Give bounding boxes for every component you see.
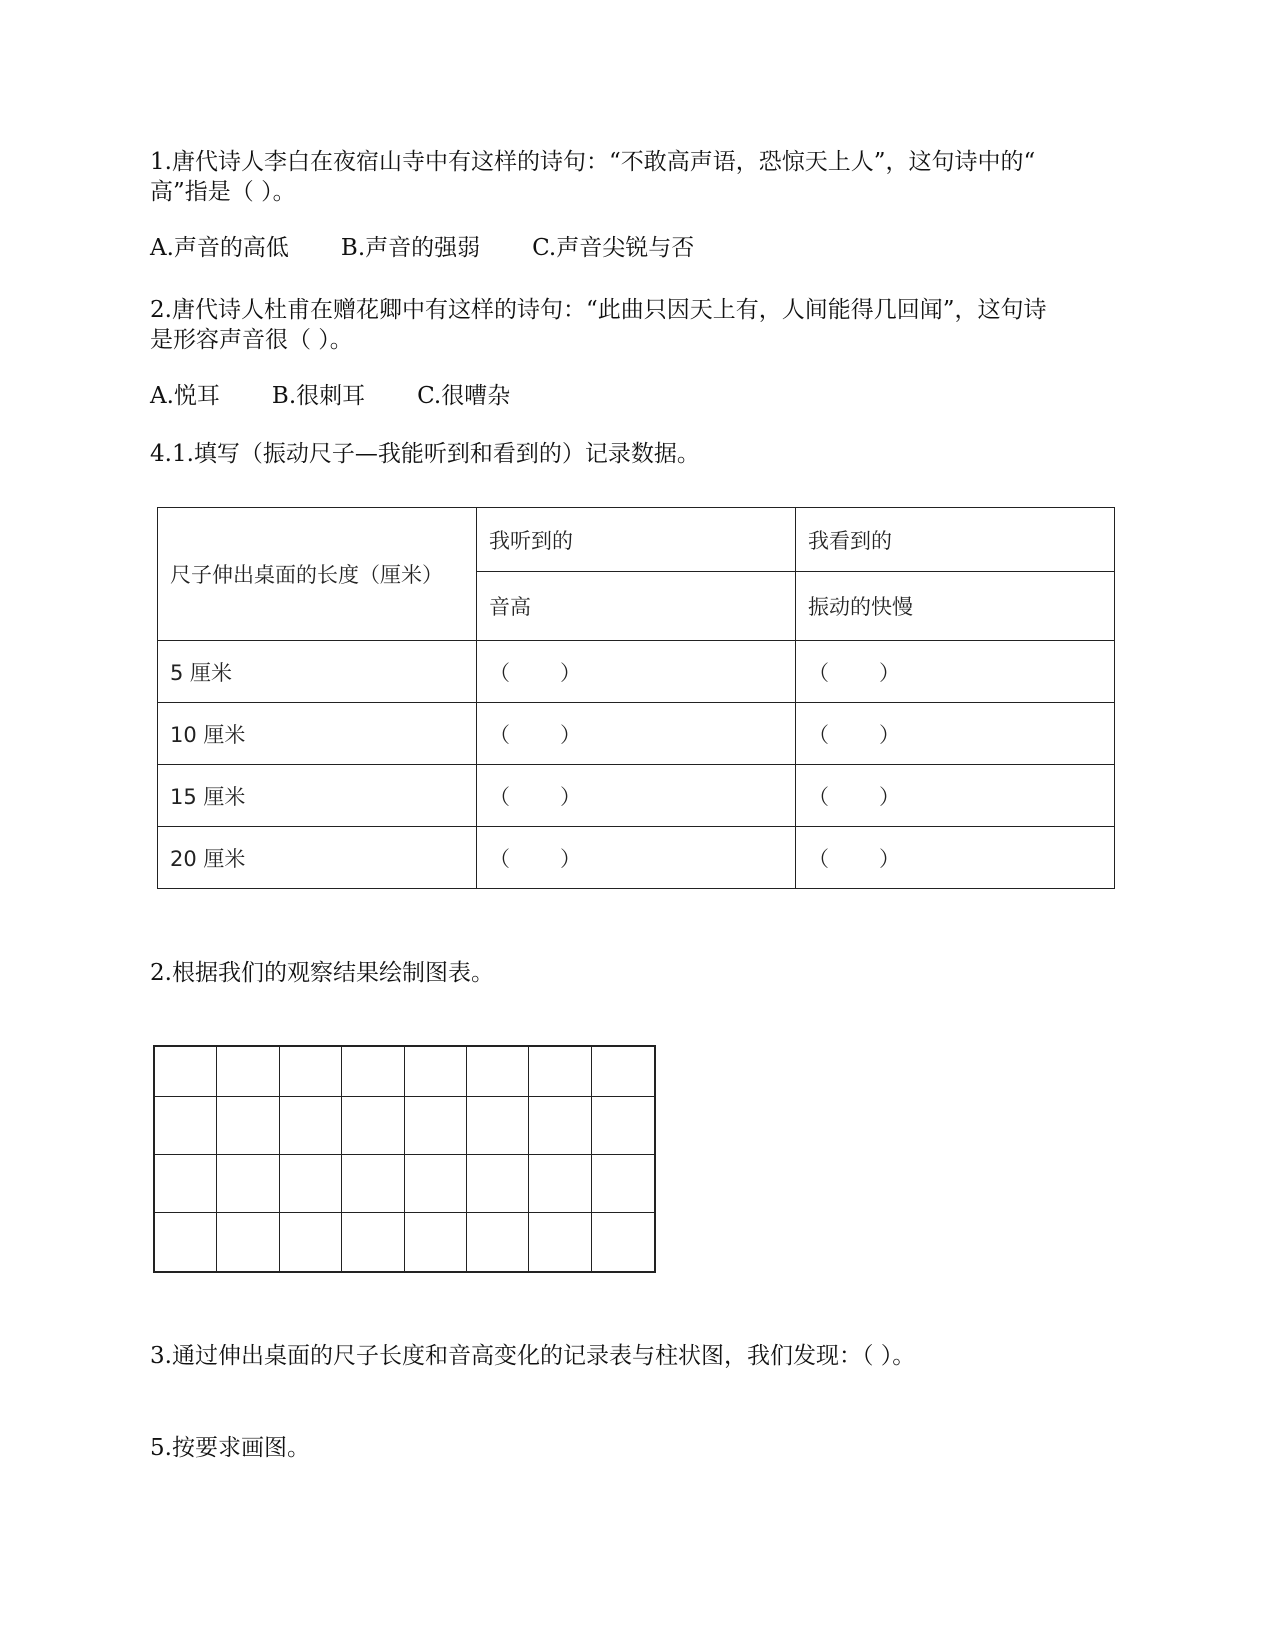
close-paren: ） [560, 660, 581, 685]
open-paren: （ [489, 846, 510, 871]
header-ruler-length: 尺子伸出桌面的长度（厘米） [158, 508, 477, 641]
open-paren: （ [808, 784, 829, 809]
table-row [158, 765, 1115, 827]
grid-cell[interactable] [529, 1213, 591, 1271]
grid-cell[interactable] [155, 1155, 217, 1213]
q1-text-line1: 1.唐代诗人李白在夜宿山寺中有这样的诗句：“不敢高声语，恐惊天上人”，这句诗中的“ [150, 149, 1036, 175]
grid-cell[interactable] [342, 1097, 404, 1155]
q1-options [150, 232, 694, 264]
record-table [157, 507, 1115, 889]
grid-cell[interactable] [405, 1213, 467, 1271]
q2-text-line1: 2.唐代诗人杜甫在赠花卿中有这样的诗句：“此曲只因天上有，人间能得几回闻”，这句诗 [150, 297, 1047, 323]
grid-cell[interactable] [467, 1097, 529, 1155]
empty-chart-grid[interactable] [153, 1045, 656, 1273]
grid-cell[interactable] [405, 1097, 467, 1155]
grid-cell[interactable] [467, 1155, 529, 1213]
q4-title: 4.1.填写（振动尺子—我能听到和看到的）记录数据。 [150, 441, 700, 467]
q2-options [150, 380, 510, 412]
close-paren: ） [560, 784, 581, 809]
open-paren: （ [808, 846, 829, 871]
open-paren: （ [808, 722, 829, 747]
grid-cell[interactable] [405, 1155, 467, 1213]
grid-cell[interactable] [217, 1097, 279, 1155]
grid-cell[interactable] [217, 1155, 279, 1213]
close-paren: ） [879, 846, 900, 871]
pitch-answer-blank[interactable] [477, 765, 796, 827]
row-length: 20 厘米 [158, 827, 477, 889]
pitch-answer-blank[interactable] [477, 703, 796, 765]
open-paren: （ [489, 722, 510, 747]
header-pitch: 音高 [477, 572, 796, 641]
grid-cell[interactable] [592, 1047, 654, 1097]
speed-answer-blank[interactable] [796, 765, 1115, 827]
table-row [158, 703, 1115, 765]
grid-cell[interactable] [342, 1155, 404, 1213]
speed-answer-blank[interactable] [796, 641, 1115, 703]
grid-cell[interactable] [155, 1097, 217, 1155]
table-row [158, 827, 1115, 889]
row-length: 5 厘米 [158, 641, 477, 703]
row-length: 10 厘米 [158, 703, 477, 765]
grid-cell[interactable] [342, 1213, 404, 1271]
q1-option-a[interactable]: A.声音的高低 [150, 235, 289, 261]
grid-cell[interactable] [592, 1155, 654, 1213]
grid-cell[interactable] [405, 1047, 467, 1097]
grid-cell[interactable] [529, 1047, 591, 1097]
table-row [158, 641, 1115, 703]
close-paren: ） [879, 722, 900, 747]
q2-option-b[interactable]: B.很刺耳 [271, 383, 366, 409]
grid-cell[interactable] [217, 1047, 279, 1097]
grid-cell[interactable] [467, 1047, 529, 1097]
grid-cell[interactable] [280, 1097, 342, 1155]
grid-cell[interactable] [280, 1155, 342, 1213]
close-paren: ） [879, 660, 900, 685]
speed-answer-blank[interactable] [796, 703, 1115, 765]
q2-option-a[interactable]: A.悦耳 [150, 383, 220, 409]
grid-cell[interactable] [592, 1213, 654, 1271]
q2-text-line2: 是形容声音很（ ）。 [150, 327, 353, 353]
grid-cell[interactable] [529, 1097, 591, 1155]
q5-title: 5.按要求画图。 [150, 1435, 310, 1461]
row-length: 15 厘米 [158, 765, 477, 827]
close-paren: ） [560, 722, 581, 747]
q1-option-b[interactable]: B.声音的强弱 [340, 235, 481, 261]
grid-cell[interactable] [280, 1047, 342, 1097]
open-paren: （ [808, 660, 829, 685]
q1-text-line2: 高”指是（ ）。 [150, 179, 296, 205]
grid-cell[interactable] [155, 1213, 217, 1271]
open-paren: （ [489, 784, 510, 809]
open-paren: （ [489, 660, 510, 685]
close-paren: ） [879, 784, 900, 809]
q4-sub2: 2.根据我们的观察结果绘制图表。 [150, 960, 494, 986]
header-seen: 我看到的 [796, 508, 1115, 572]
close-paren: ） [560, 846, 581, 871]
q2-option-c[interactable]: C.很嘈杂 [417, 383, 511, 409]
grid-cell[interactable] [592, 1097, 654, 1155]
header-vibration-speed: 振动的快慢 [796, 572, 1115, 641]
grid-cell[interactable] [217, 1213, 279, 1271]
pitch-answer-blank[interactable] [477, 827, 796, 889]
grid-cell[interactable] [467, 1213, 529, 1271]
speed-answer-blank[interactable] [796, 827, 1115, 889]
grid-cell[interactable] [155, 1047, 217, 1097]
header-heard: 我听到的 [477, 508, 796, 572]
pitch-answer-blank[interactable] [477, 641, 796, 703]
q4-sub3: 3.通过伸出桌面的尺子长度和音高变化的记录表与柱状图，我们发现：（ ）。 [150, 1343, 916, 1369]
grid-cell[interactable] [342, 1047, 404, 1097]
grid-cell[interactable] [280, 1213, 342, 1271]
grid-cell[interactable] [529, 1155, 591, 1213]
q1-option-c[interactable]: C.声音尖锐与否 [532, 235, 695, 261]
